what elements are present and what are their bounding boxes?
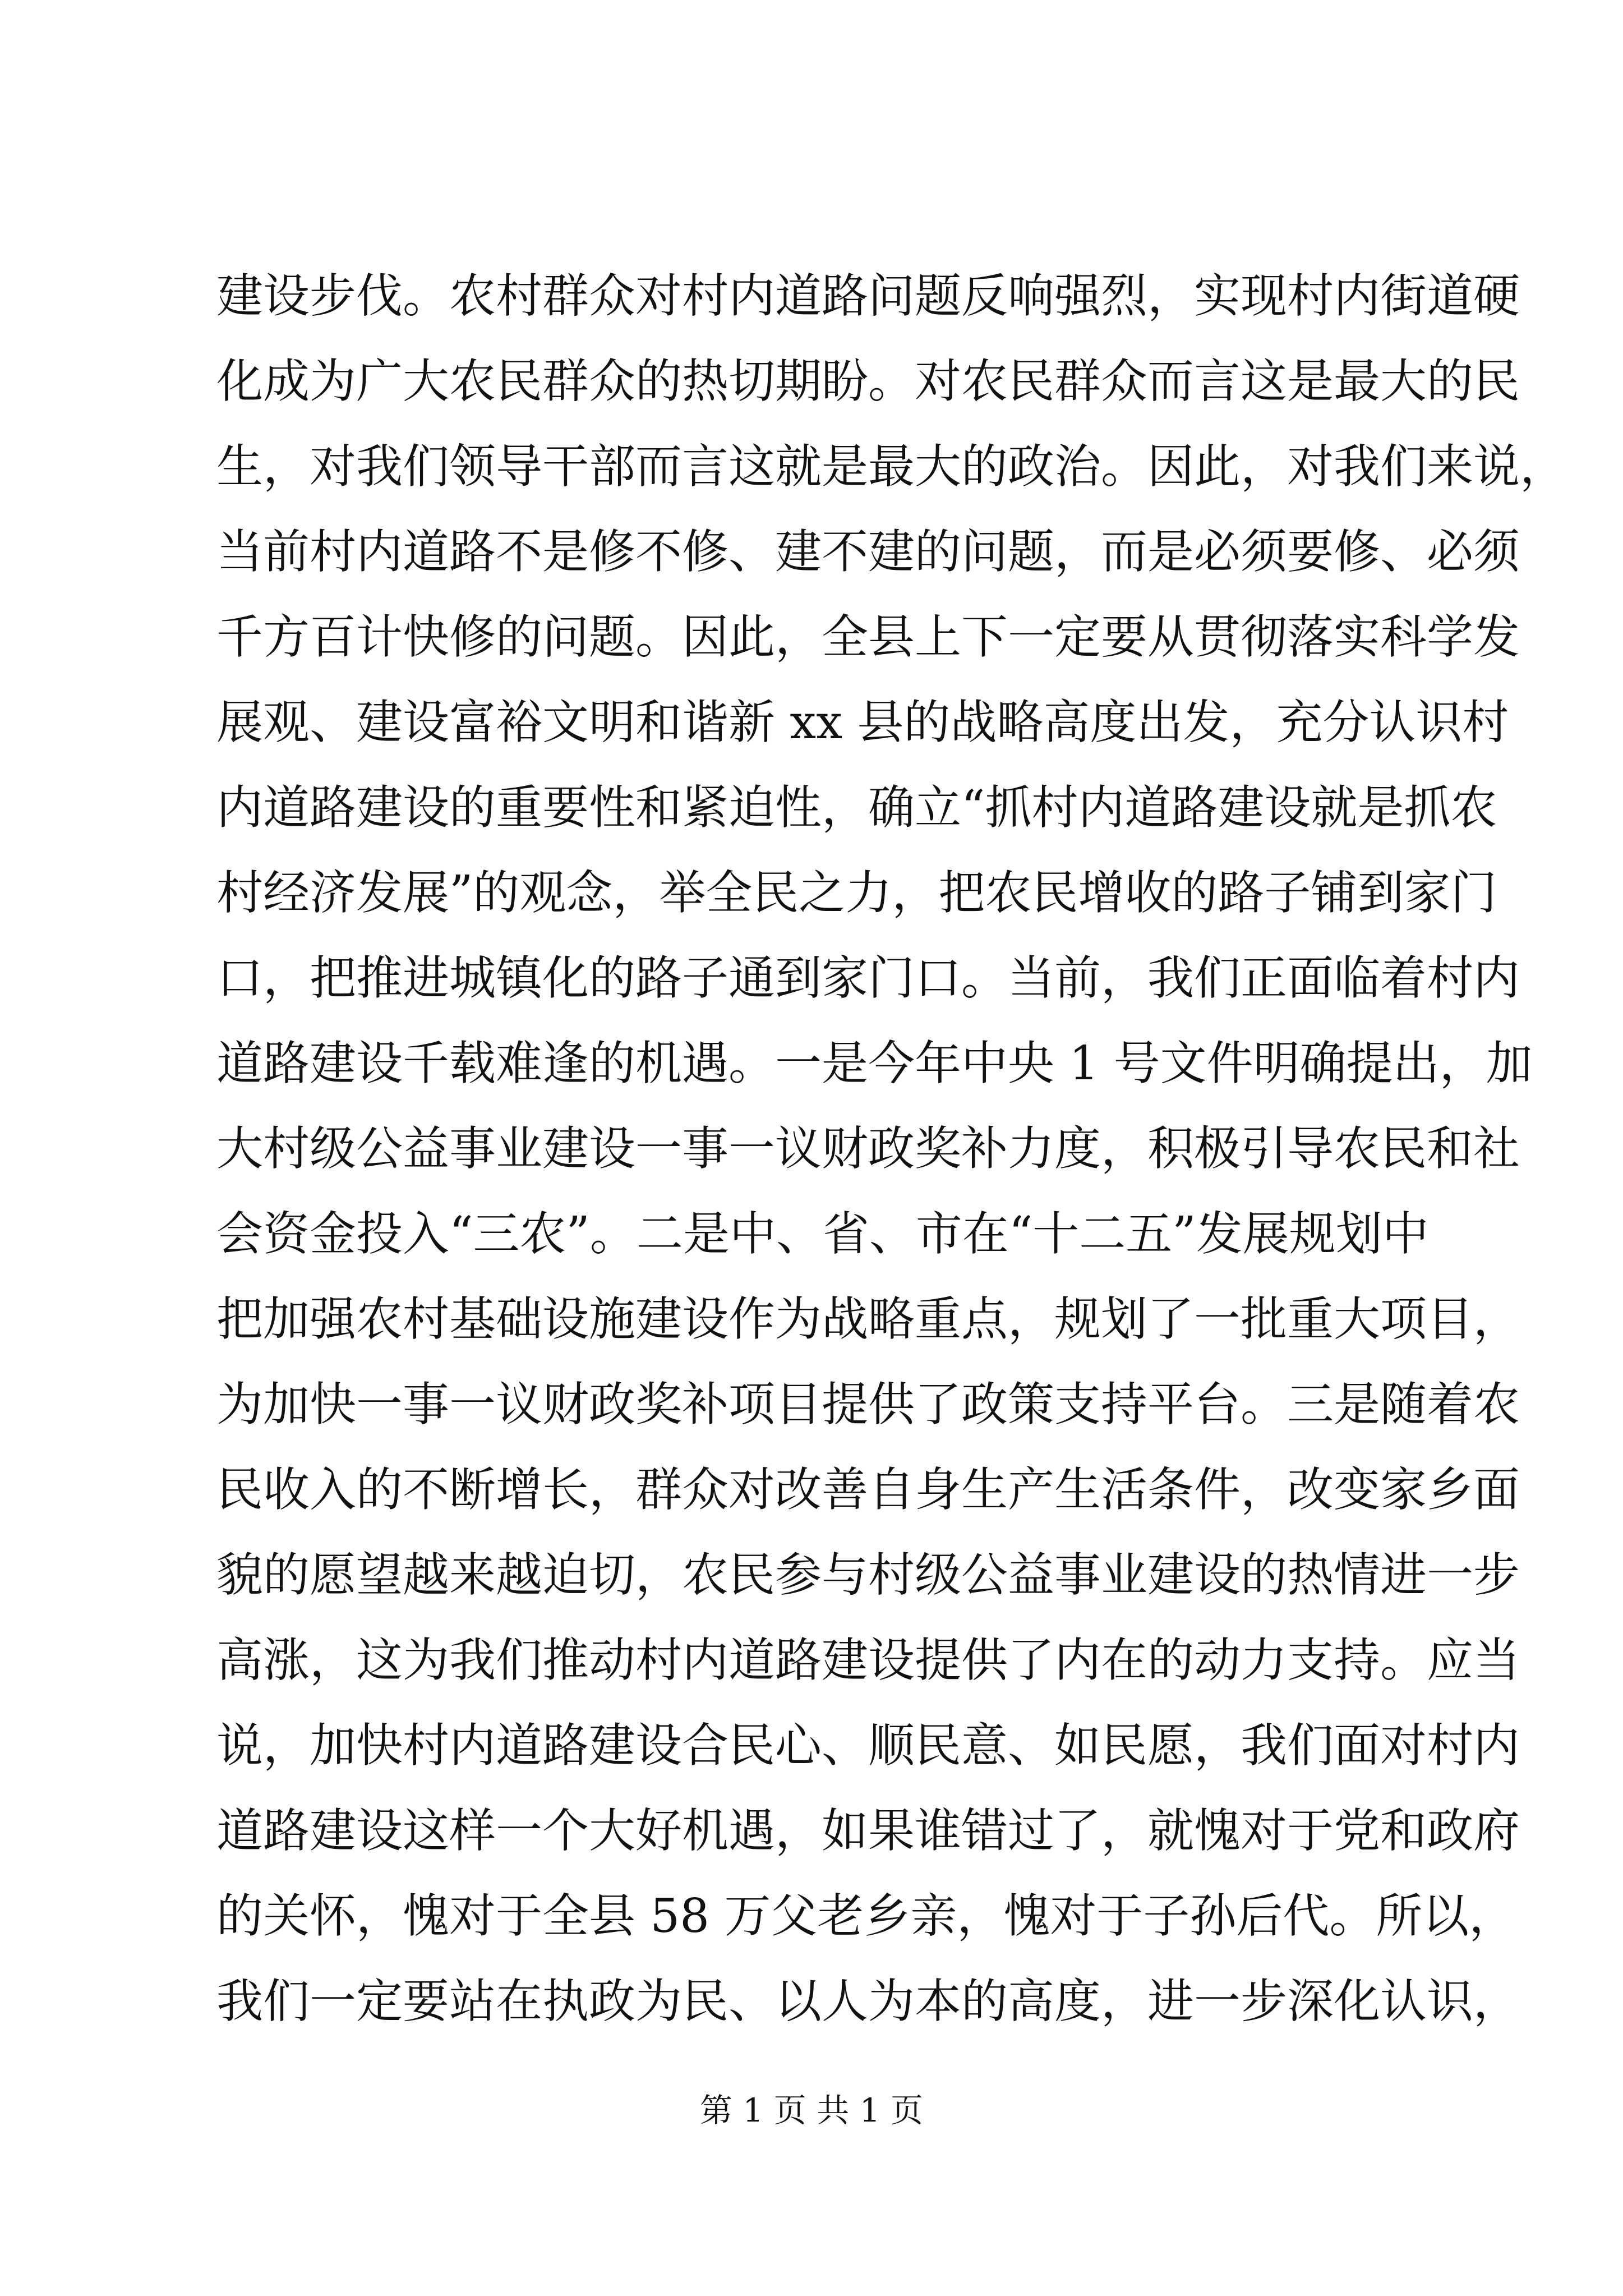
text-line: 口，把推进城镇化的路子通到家门口。当前，我们正面临着村内 (216, 951, 1520, 1005)
text-line: 会资金投入“三农”。二是中、省、市在“十二五”发展规划中 (216, 1207, 1429, 1261)
text-line: 道路建设这样一个大好机遇，如果谁错过了，就愧对于党和政府 (216, 1803, 1520, 1858)
text-line: 村经济发展”的观念，举全民之力，把农民增收的路子铺到家门 (216, 866, 1497, 920)
text-line: 化成为广大农民群众的热切期盼。对农民群众而言这是最大的民 (216, 354, 1520, 408)
text-line: 大村级公益事业建设一事一议财政奖补力度，积极引导农民和社 (216, 1121, 1520, 1176)
text-line: 为加快一事一议财政奖补项目提供了政策支持平台。三是随着农 (216, 1377, 1520, 1432)
body-text (216, 254, 1566, 2044)
text-line: 生，对我们领导干部而言这就是最大的政治。因此，对我们来说， (216, 439, 1566, 494)
text-line: 道路建设千载难逢的机遇。一是今年中央 1 号文件明确提出，加 (216, 1036, 1533, 1091)
text-line: 的关怀，愧对于全县 58 万父老乡亲，愧对于子孙后代。所以， (216, 1889, 1516, 1943)
text-line: 当前村内道路不是修不修、建不建的问题，而是必须要修、必须 (216, 524, 1520, 579)
page-number-label: 第 1 页 共 1 页 (700, 2091, 923, 2129)
text-line: 把加强农村基础设施建设作为战略重点，规划了一批重大项目， (216, 1292, 1520, 1346)
text-line: 展观、建设富裕文明和谐新 xx 县的战略高度出发，充分认识村 (216, 695, 1509, 749)
text-line: 说，加快村内道路建设合民心、顺民意、如民愿，我们面对村内 (216, 1718, 1520, 1773)
text-line: 高涨，这为我们推动村内道路建设提供了内在的动力支持。应当 (216, 1633, 1520, 1687)
text-line: 建设步伐。农村群众对村内道路问题反响强烈，实现村内街道硬 (216, 269, 1520, 323)
text-line: 我们一定要站在执政为民、以人为本的高度，进一步深化认识， (216, 1974, 1520, 2028)
text-line: 内道路建设的重要性和紧迫性，确立“抓村内道路建设就是抓农 (216, 780, 1497, 835)
text-line: 貌的愿望越来越迫切，农民参与村级公益事业建设的热情进一步 (216, 1548, 1520, 1602)
text-line: 千方百计快修的问题。因此，全县上下一定要从贯彻落实科学发 (216, 610, 1520, 664)
page-footer (0, 2088, 1623, 2133)
text-line: 民收入的不断增长，群众对改善自身生产生活条件，改变家乡面 (216, 1462, 1520, 1517)
